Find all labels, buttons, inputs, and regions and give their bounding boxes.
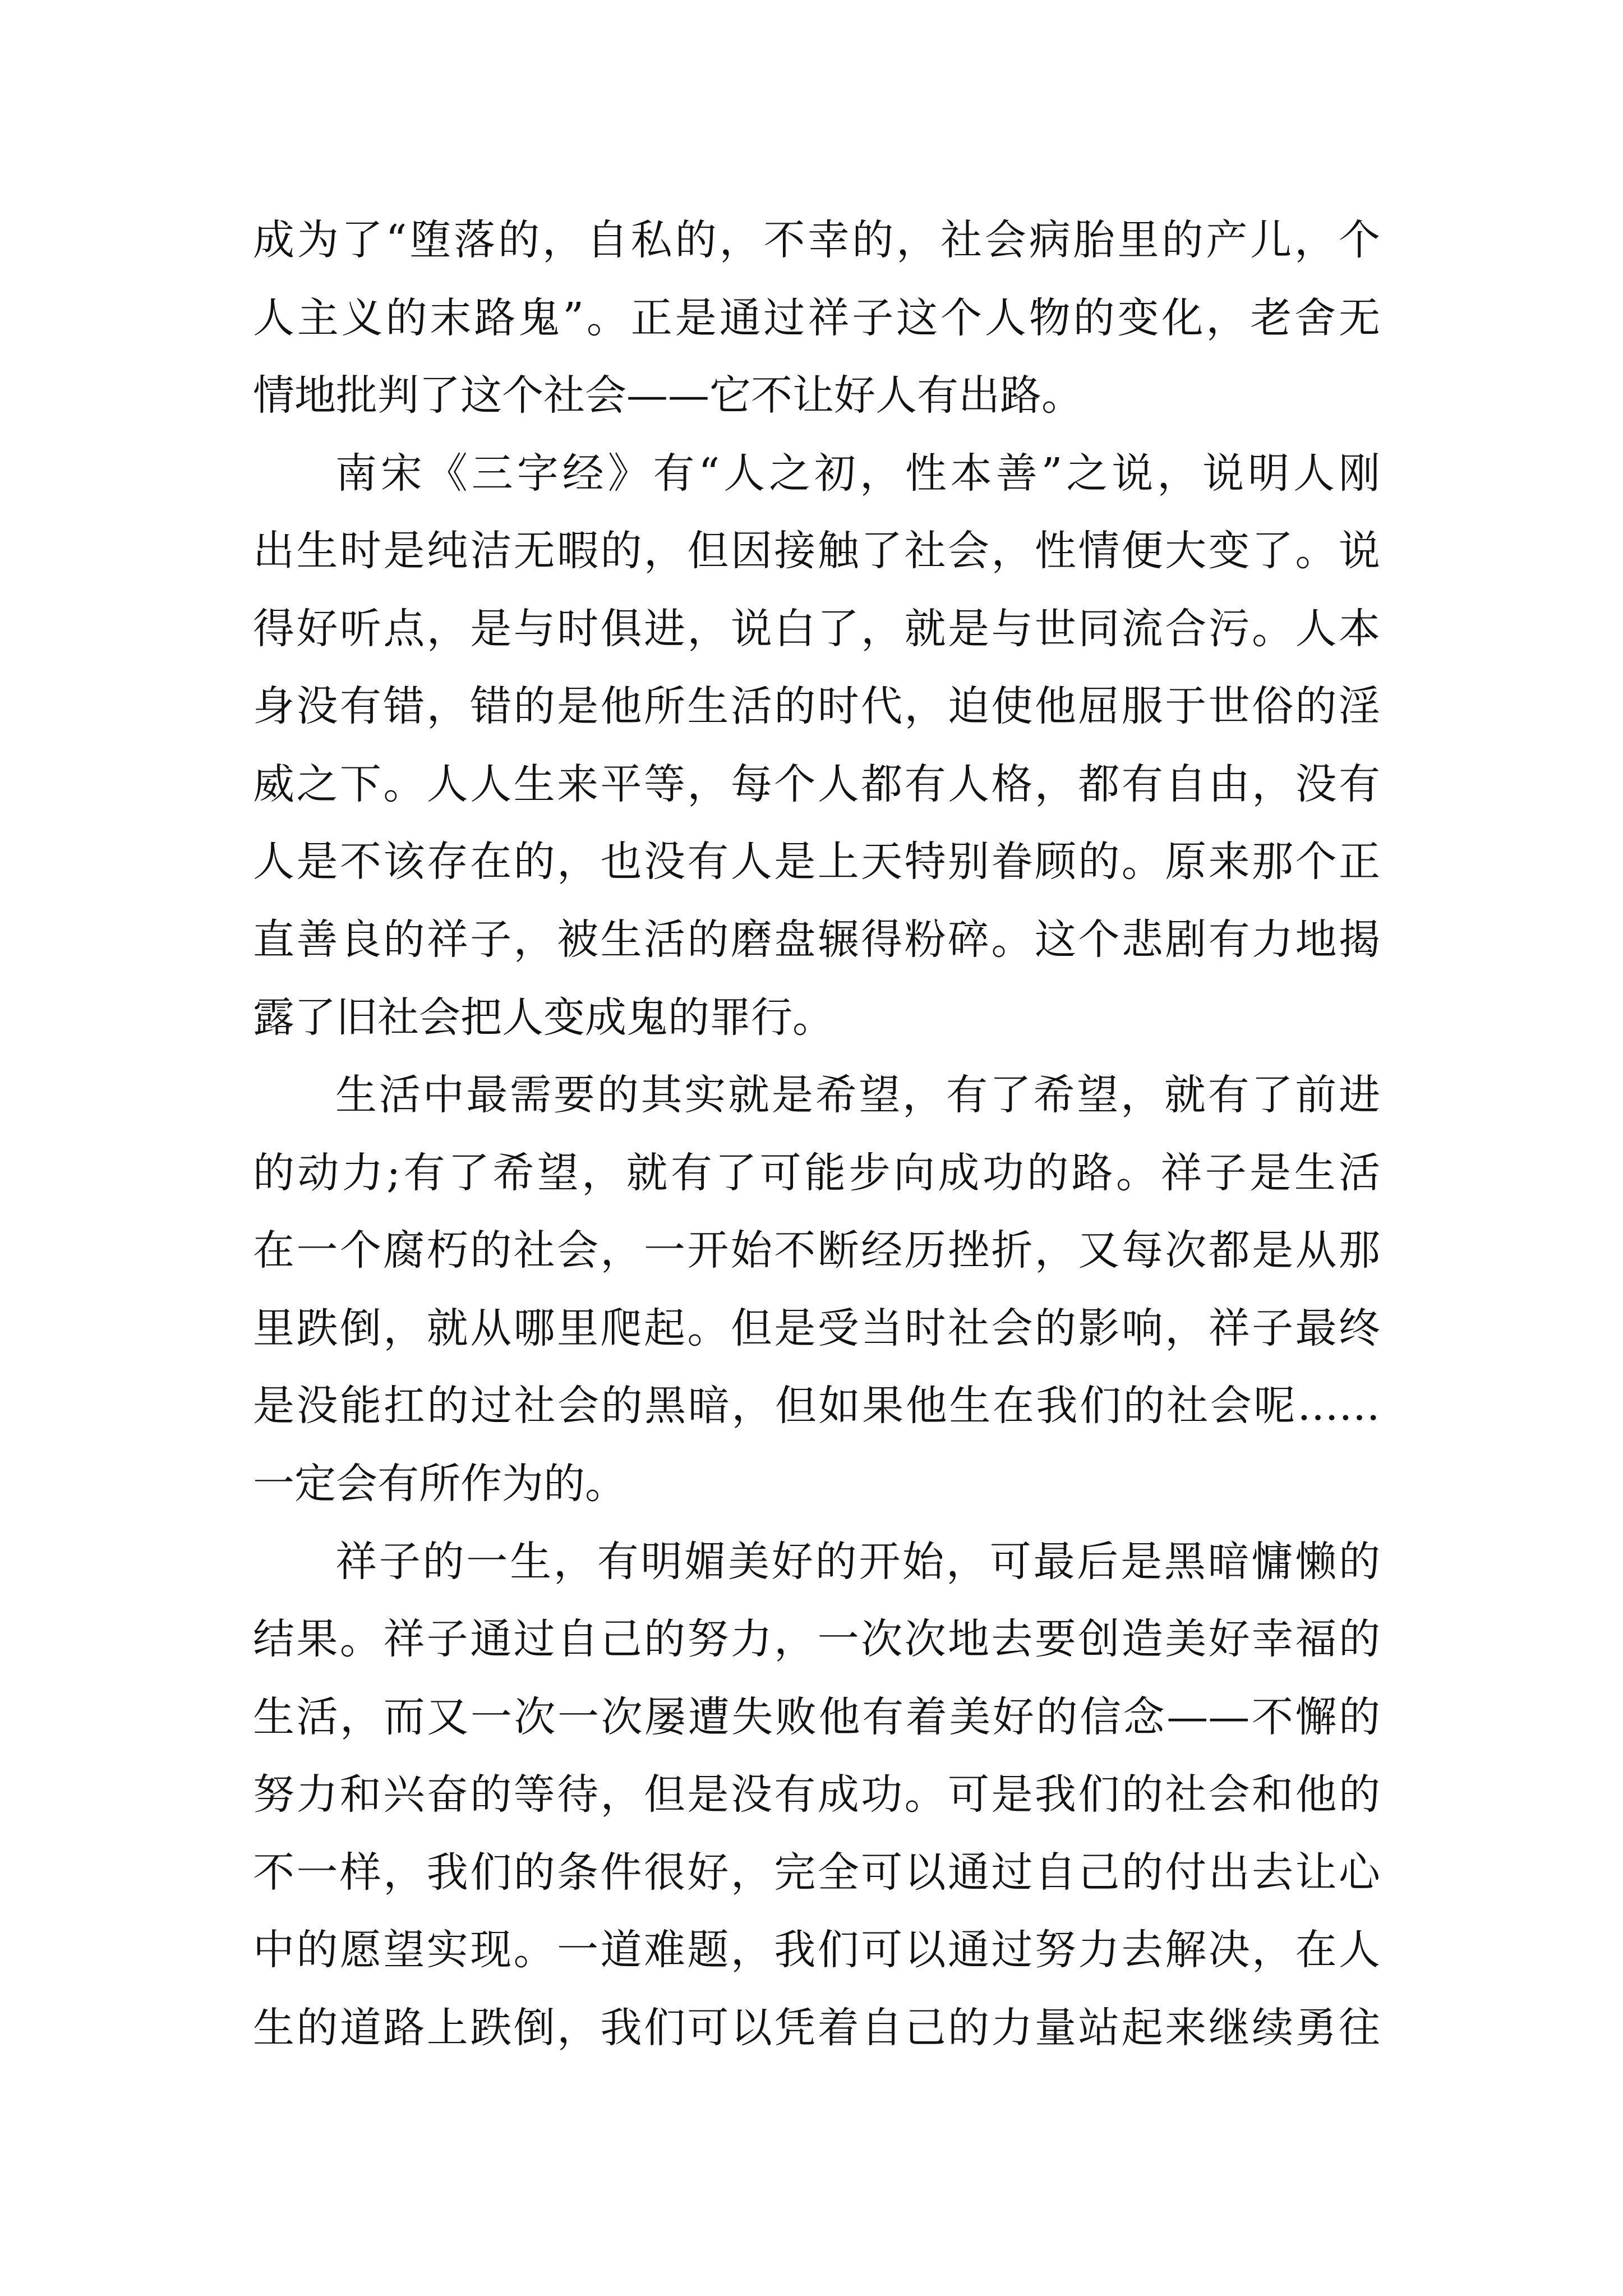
text-line: 威之下。人人生来平等，每个人都有人格，都有自由，没有 — [253, 760, 1380, 808]
text-line: 里跌倒，就从哪里爬起。但是受当时社会的影响，祥子最终 — [253, 1304, 1380, 1352]
text-line: 露了旧社会把人变成鬼的罪行。 — [253, 993, 834, 1042]
text-line: 的动力;有了希望，就有了可能步向成功的路。祥子是生活 — [253, 1149, 1380, 1197]
paragraph-first-line: 南宋《三字经》有“人之初，性本善”之说，说明人刚 — [335, 449, 1380, 498]
text-line: 得好听点，是与时俱进，说白了，就是与世同流合污。人本 — [253, 605, 1380, 653]
text-line: 人主义的末路鬼”。正是通过祥子这个人物的变化，老舍无 — [253, 294, 1380, 342]
text-line: 一定会有所作为的。 — [253, 1460, 626, 1508]
text-line: 直善良的祥子，被生活的磨盘辗得粉碎。这个悲剧有力地揭 — [253, 915, 1380, 964]
text-line: 在一个腐朽的社会，一开始不断经历挫折，又每次都是从那 — [253, 1226, 1380, 1274]
text-line: 不一样，我们的条件很好，完全可以通过自己的付出去让心 — [253, 1848, 1380, 1897]
text-line: 身没有错，错的是他所生活的时代，迫使他屈服于世俗的淫 — [253, 682, 1380, 730]
text-line: 生活，而又一次一次屡遭失败他有着美好的信念——不懈的 — [253, 1693, 1380, 1741]
text-line: 中的愿望实现。一道难题，我们可以通过努力去解决，在人 — [253, 1926, 1380, 1974]
text-line: 人是不该存在的，也没有人是上天特别眷顾的。原来那个正 — [253, 838, 1380, 886]
text-line: 努力和兴奋的等待，但是没有成功。可是我们的社会和他的 — [253, 1770, 1380, 1819]
text-line: 情地批判了这个社会——它不让好人有出路。 — [253, 371, 1083, 420]
paragraph-first-line: 祥子的一生，有明媚美好的开始，可最后是黑暗慵懒的 — [335, 1538, 1380, 1586]
text-line: 出生时是纯洁无暇的，但因接触了社会，性情便大变了。说 — [253, 527, 1380, 575]
text-line: 是没能扛的过社会的黑暗，但如果他生在我们的社会呢…… — [253, 1382, 1380, 1430]
paragraph-first-line: 生活中最需要的其实就是希望，有了希望，就有了前进 — [335, 1071, 1380, 1119]
text-line: 生的道路上跌倒，我们可以凭着自己的力量站起来继续勇往 — [253, 2004, 1380, 2052]
text-line: 成为了“堕落的，自私的，不幸的，社会病胎里的产儿，个 — [253, 216, 1380, 264]
text-line: 结果。祥子通过自己的努力，一次次地去要创造美好幸福的 — [253, 1615, 1380, 1663]
